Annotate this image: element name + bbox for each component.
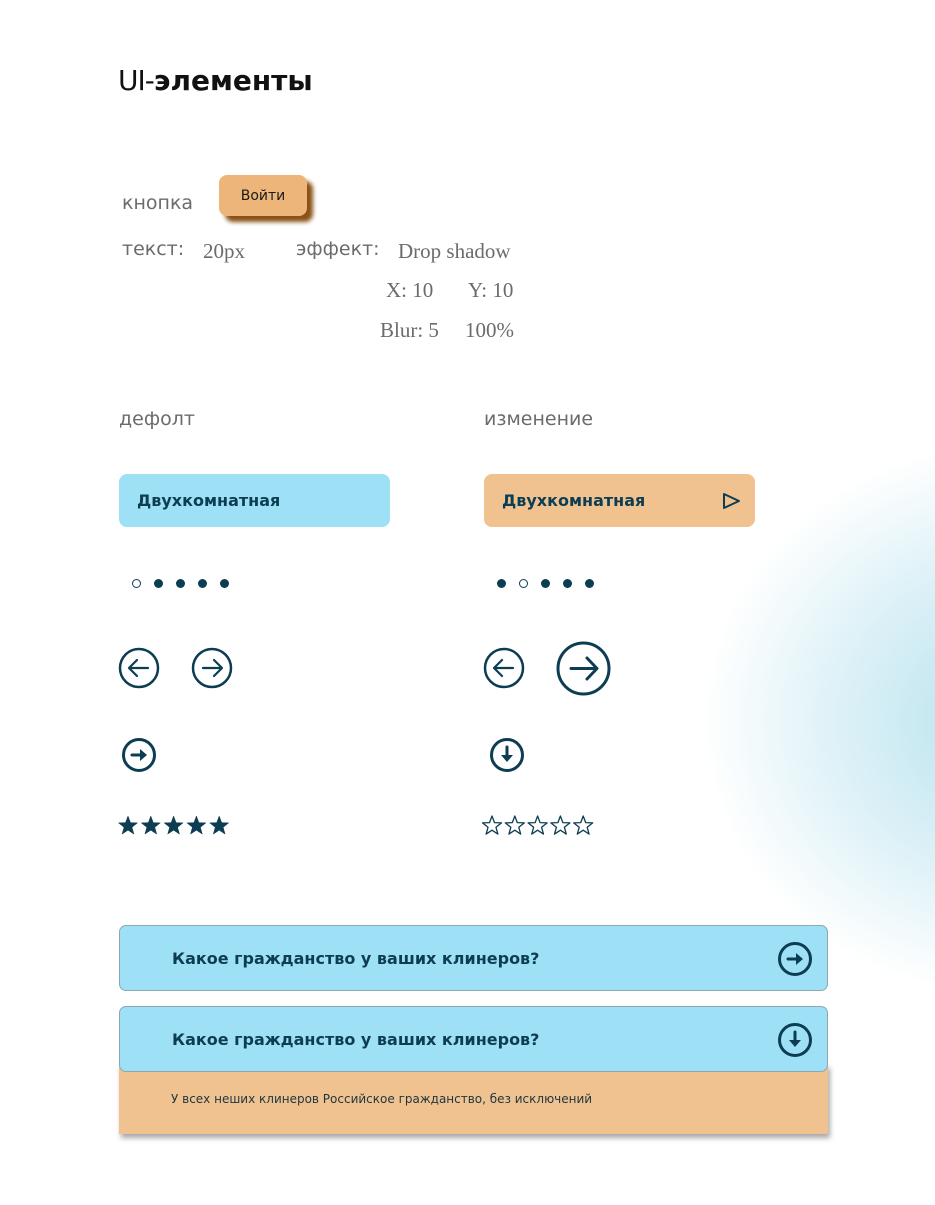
shadow-opacity: 100% — [465, 318, 514, 342]
pagination-dot[interactable] — [519, 579, 528, 588]
stars-svg — [482, 814, 597, 838]
rating-changed — [482, 814, 597, 842]
star-empty-icon[interactable] — [528, 816, 547, 834]
arrow-down-circle-icon[interactable] — [777, 1022, 813, 1058]
room-select-default-value: Двухкомнатная — [137, 491, 281, 510]
room-select-changed[interactable] — [484, 474, 755, 527]
text-size-value: 20px — [203, 239, 245, 263]
arrow-left-circle-icon[interactable] — [118, 647, 160, 689]
star-empty-icon[interactable] — [505, 816, 524, 834]
pagination-dot[interactable] — [541, 579, 550, 588]
text-label: текст: — [122, 238, 185, 260]
faq-question: Какое гражданство у ваших клинеров? — [172, 948, 540, 968]
shadow-y: Y: 10 — [468, 278, 514, 302]
play-triangle-icon — [722, 492, 742, 510]
star-empty-icon[interactable] — [482, 816, 501, 834]
pagination-dot[interactable] — [176, 579, 185, 588]
faq-answer — [119, 1064, 828, 1134]
star-filled-icon[interactable] — [187, 816, 206, 834]
star-filled-icon[interactable] — [164, 816, 183, 834]
arrow-left-circle-icon[interactable] — [483, 647, 525, 689]
room-select-changed-value: Двухкомнатная — [502, 491, 646, 510]
stars-svg — [118, 814, 233, 838]
expand-right-circle-icon[interactable] — [121, 737, 157, 773]
login-button[interactable]: Войти — [219, 175, 307, 216]
pagination-dot[interactable] — [585, 579, 594, 588]
pagination-dot[interactable] — [220, 579, 229, 588]
room-select-default[interactable] — [119, 474, 390, 527]
pagination-dot[interactable] — [497, 579, 506, 588]
pagination-default — [132, 579, 229, 588]
expand-down-circle-icon[interactable] — [489, 737, 525, 773]
star-filled-icon[interactable] — [210, 816, 229, 834]
pagination-dot[interactable] — [154, 579, 163, 588]
shadow-blur: Blur: 5 — [380, 318, 439, 342]
faq-question: Какое гражданство у ваших клинеров? — [172, 1029, 540, 1049]
effect-label: эффект: — [296, 238, 380, 260]
pagination-dot[interactable] — [132, 579, 141, 588]
arrow-right-circle-icon[interactable] — [191, 647, 233, 689]
arrow-right-circle-large-icon[interactable] — [556, 641, 611, 696]
faq-item-expanded[interactable] — [119, 1006, 828, 1072]
star-filled-icon[interactable] — [141, 816, 160, 834]
star-filled-icon[interactable] — [118, 816, 137, 834]
faq-answer-text: У всех неших клинеров Российское гражданство, без исключений — [171, 1092, 593, 1106]
effect-name: Drop shadow — [398, 239, 511, 263]
pagination-dot[interactable] — [563, 579, 572, 588]
star-empty-icon[interactable] — [551, 816, 570, 834]
shadow-x: X: 10 — [386, 278, 434, 302]
page-title: UI-элементы — [118, 64, 313, 97]
arrow-right-circle-icon[interactable] — [777, 941, 813, 977]
button-label: кнопка — [122, 192, 194, 214]
pagination-changed — [497, 579, 594, 588]
pagination-dot[interactable] — [198, 579, 207, 588]
changed-column-heading: изменение — [484, 408, 594, 430]
faq-item-collapsed[interactable] — [119, 925, 828, 991]
default-column-heading: дефолт — [119, 408, 195, 430]
rating-default — [118, 814, 233, 842]
star-empty-icon[interactable] — [574, 816, 593, 834]
